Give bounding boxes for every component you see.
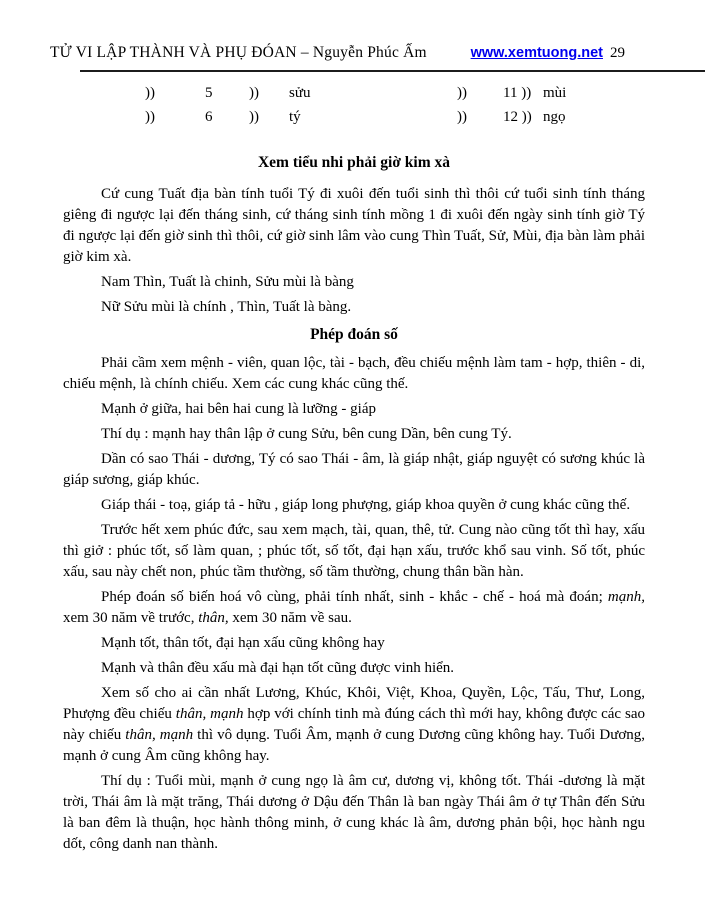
- table-cell: )): [457, 85, 467, 101]
- paragraph-phai-cam-xem: Phải cầm xem mệnh - viên, quan lộc, tài - bạch, đều chiếu mệnh làm tam - hợp, thiên - di, chiếu mệnh, là chính chiếu. Xem các cung khác cũng thế.: [63, 355, 645, 392]
- paragraph-phep-doan-bien-hoa: [63, 587, 645, 629]
- table-cell: 5: [205, 85, 213, 101]
- website-link[interactable]: www.xemtuong.net: [470, 45, 603, 61]
- table-cell: 12 )): [503, 109, 532, 125]
- text-segment-italic: mạnh,: [607, 589, 645, 605]
- section-heading-kim-xa: Xem tiểu nhi phải giờ kim xà: [257, 154, 451, 171]
- text-segment-italic: thân,: [198, 610, 229, 626]
- paragraph-dan-thai-duong: Dần có sao Thái - dương, Tý có sao Thái - âm, là giáp nhật, giáp nguyệt có sương khúc là giáp sương, giáp khúc.: [63, 451, 645, 488]
- table-cell: )): [249, 85, 259, 101]
- paragraph-truoc-het-xem-phuc: Trước hết xem phúc đức, sau xem mạch, tài, quan, thê, tử. Cung nào cũng tốt thì hay, xấu thì giở : phúc tốt, số làm quan, ; phúc tốt, số tốt, đại hạn xấu, trước khổ sau vinh. Số tốt, phúc xấu, sau này chết non, phúc tầm thường, số tầm thường, chung thân bần hàn.: [63, 522, 645, 580]
- text-segment: xem 30 năm về sau.: [228, 610, 352, 626]
- table-cell: 6: [205, 109, 213, 125]
- text-segment: Phép đoán số biến hoá vô cùng, phải tính nhất, sinh - khắc - chế - hoá mà đoán;: [101, 589, 608, 605]
- text-segment: thì vô dụng. Tuổi Âm, mạnh ở cung Dương cũng không hay. Tuổi Dương, mạnh ở cung Âm cũng không hay.: [63, 727, 646, 764]
- paragraph-thi-du-suu: Thí dụ : mạnh hay thân lập ở cung Sửu, bên cung Dần, bên cung Tý.: [101, 426, 512, 442]
- table-cell: )): [457, 109, 467, 125]
- table-row: [145, 81, 705, 105]
- table-cell: )): [249, 109, 259, 125]
- text-segment: hợp với chính tinh mà đúng cách thì mới hay, không được các sao này chiếu: [63, 706, 646, 743]
- header-right: [471, 44, 625, 63]
- page-header: [50, 43, 625, 63]
- text-segment: Xem số cho ai cần nhất Lương, Khúc, Khôi, Việt, Khoa, Quyền, Lộc, Tấu, Thư, Long, Phượng đều chiếu: [63, 685, 645, 722]
- paragraph-nu-suu: Nữ Sửu mùi là chính , Thìn, Tuất là bàng.: [101, 299, 352, 315]
- page-body: [63, 152, 645, 855]
- paragraph-kim-xa-rule: Cứ cung Tuất địa bàn tính tuổi Tý đi xuôi đến tuổi sinh thì thôi cứ tuổi sinh tính tháng giêng đi ngược lại đến tháng sinh, cứ tháng sinh tính mồng 1 đi xuôi đến ngày sinh tính giờ Tý đi ngược lại đến giờ sinh thì thôi, cứ giờ sinh lâm vào cung Thìn Tuất, Sử, Mùi, địa bàn làm phải giờ kim xà.: [63, 186, 645, 265]
- paragraph-manh-o-giua: Mạnh ở giữa, hai bên hai cung là lưỡng - giáp: [101, 401, 376, 417]
- hour-table: [145, 81, 705, 129]
- table-row: [145, 105, 705, 129]
- table-cell: mùi: [543, 85, 567, 101]
- paragraph-manh-tot: Mạnh tốt, thân tốt, đại hạn xấu cũng không hay: [101, 635, 385, 651]
- paragraph-nam-thin: Nam Thìn, Tuất là chinh, Sửu mùi là bàng: [101, 274, 354, 290]
- table-cell: 11 )): [503, 85, 532, 101]
- table-cell: )): [145, 85, 155, 101]
- book-title: TỬ VI LẬP THÀNH VÀ PHỤ ĐÓAN – Nguyễn Phúc Ấm: [50, 44, 427, 61]
- paragraph-xem-so-cho-ai: [63, 683, 645, 767]
- table-cell: ngọ: [543, 109, 566, 125]
- table-cell: sửu: [289, 85, 311, 101]
- section-heading-phep-doan-so: Phép đoán số: [310, 326, 398, 343]
- table-cell: )): [145, 109, 155, 125]
- paragraph-thi-du-tuoi-mui: Thí dụ : Tuổi mùi, mạnh ở cung ngọ là âm cư, dương vị, không tốt. Thái -dương là mặt trời, Thái âm là mặt trăng, Thái dương ở Dậu đến Thân là ban ngày Thái âm ở tự Thân đến Sửu là ban đêm là thuận, học hành thông minh, ở cung khác là âm, dương phản bội, học hành ngu dốt, công danh nan thành.: [63, 773, 645, 852]
- text-segment-italic: thân, mạnh: [125, 727, 194, 743]
- text-segment: xem 30 năm về trước,: [63, 610, 199, 626]
- text-segment-italic: thân, mạnh: [175, 706, 244, 722]
- paragraph-giap-thai-toa: Giáp thái - toạ, giáp tả - hữu , giáp long phượng, giáp khoa quyền ở cung khác cũng thế.: [101, 497, 631, 513]
- header-divider: [80, 70, 705, 72]
- paragraph-manh-va-than: Mạnh và thân đều xấu mà đại hạn tốt cũng được vinh hiển.: [101, 660, 455, 676]
- page-number: 29: [610, 45, 625, 61]
- table-cell: tý: [289, 109, 301, 125]
